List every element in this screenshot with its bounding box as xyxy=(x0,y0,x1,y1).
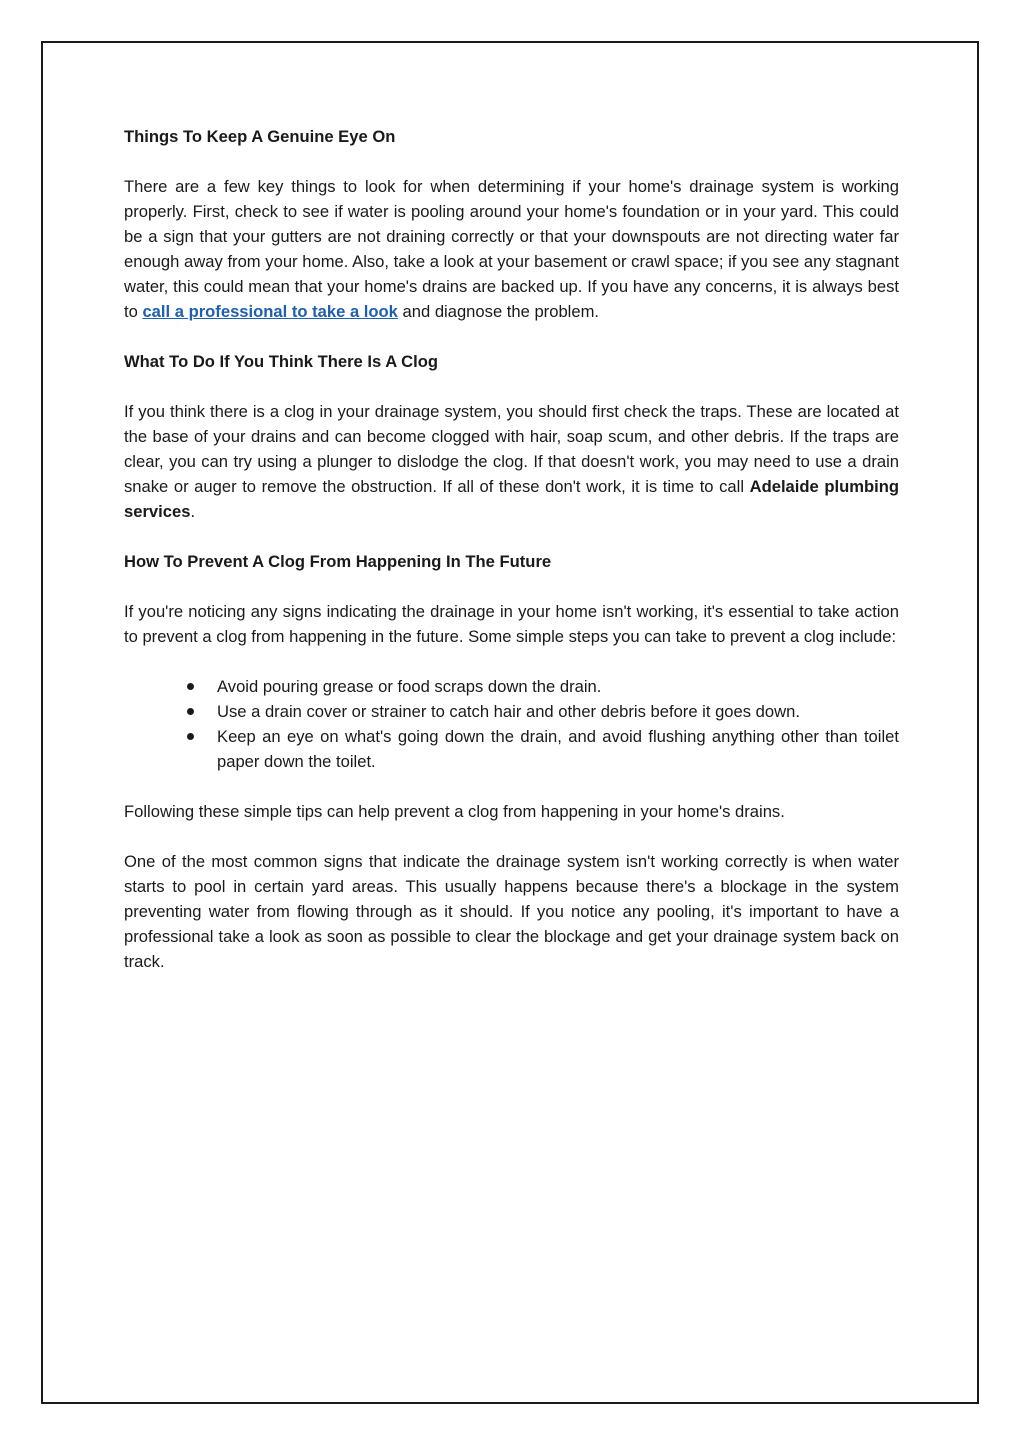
paragraph-drainage-check xyxy=(124,174,899,324)
list-item-text: Avoid pouring grease or food scraps down the drain. xyxy=(217,677,602,696)
paragraph-text: There are a few key things to look for when determining if your home's drainage system is working properly. First, check to see if water is pooling around your home's foundation or in your yard. This could be a sign that your gutters are not draining correctly or that your downspouts are not directing water far enough away from your home. Also, take a look at your basement or crawl space; if you see any stagnant water, this could mean that your home's drains are backed up. If you have any concerns, it is always best to xyxy=(124,177,899,321)
paragraph-text: and diagnose the problem. xyxy=(397,302,600,321)
document-body xyxy=(124,124,899,999)
list-item-text: Keep an eye on what's going down the drain, and avoid flushing anything other than toilet paper down the toilet. xyxy=(217,727,899,771)
section-heading-clog: What To Do If You Think There Is A Clog xyxy=(124,352,439,371)
bold-service-name: Adelaide plumbing services xyxy=(124,477,899,521)
paragraph-text: If you think there is a clog in your drainage system, you should first check the traps. These are located at the base of your drains and can become clogged with hair, soap scum, and other debris. If the traps are clear, you can try using a plunger to dislodge the clog. If that doesn't work, you may need to use a drain snake or auger to remove the obstruction. If all of these don't work, it is time to call xyxy=(124,402,899,496)
bullet-icon xyxy=(187,733,194,740)
list-item xyxy=(217,674,899,699)
bullet-icon xyxy=(187,683,194,690)
paragraph-clog-steps xyxy=(124,399,899,524)
list-item xyxy=(217,724,899,774)
prevention-tips-list xyxy=(124,674,899,774)
bullet-icon xyxy=(187,708,194,715)
paragraph-followup: Following these simple tips can help prevent a clog from happening in your home's drains. xyxy=(124,802,785,821)
section-heading-prevent: How To Prevent A Clog From Happening In The Future xyxy=(124,552,552,571)
paragraph-closing: One of the most common signs that indicate the drainage system isn't working correctly is when water starts to pool in certain yard areas. This usually happens because there's a blockage in the system preventing water from flowing through as it should. If you notice any pooling, it's important to have a professional take a look as soon as possible to clear the blockage and get your drainage system back on track. xyxy=(124,852,899,971)
paragraph-prevent-intro: If you're noticing any signs indicating the drainage in your home isn't working, it's essential to take action to prevent a clog from happening in the future. Some simple steps you can take to prevent a clog include: xyxy=(124,602,899,646)
call-professional-link[interactable]: call a professional to take a look xyxy=(142,302,398,321)
section-heading-eye-on: Things To Keep A Genuine Eye On xyxy=(124,127,396,146)
list-item xyxy=(217,699,899,724)
list-item-text: Use a drain cover or strainer to catch hair and other debris before it goes down. xyxy=(217,702,800,721)
paragraph-text: . xyxy=(190,502,196,521)
